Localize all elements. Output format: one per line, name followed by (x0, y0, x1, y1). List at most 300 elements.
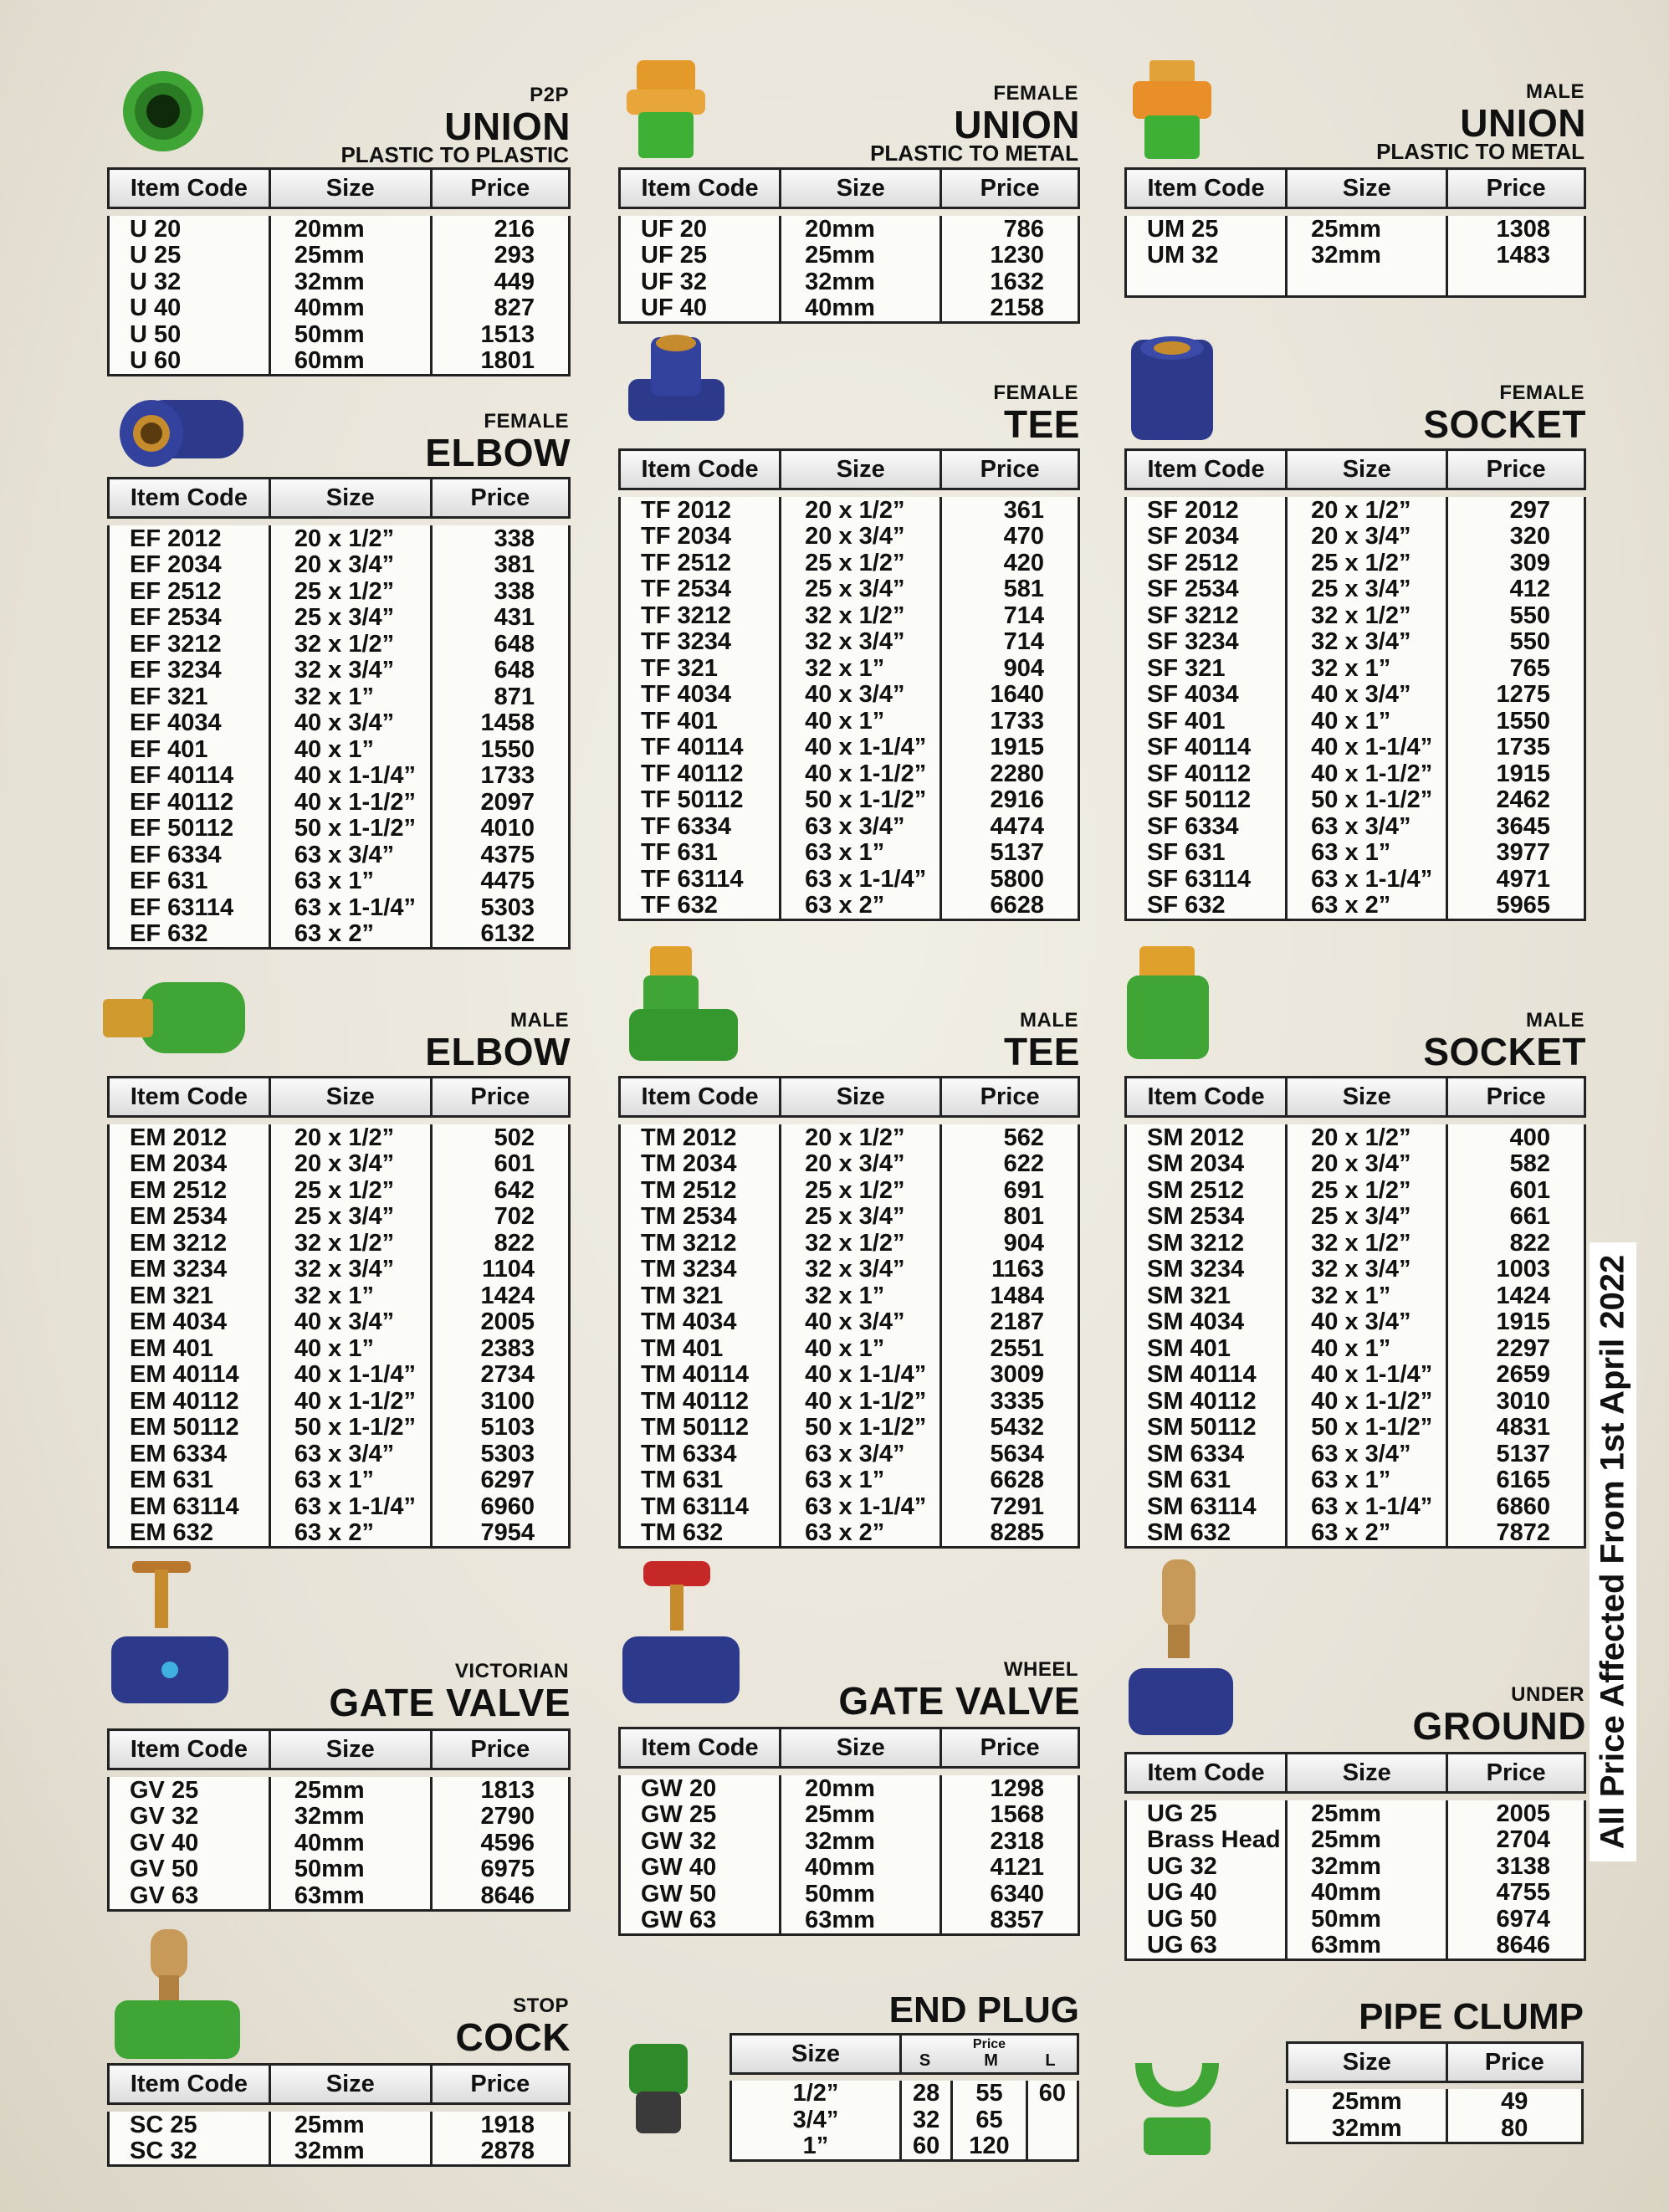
size-cell: 25 x 1/2” (781, 1177, 941, 1204)
size-cell: 32 x 1/2” (1287, 602, 1447, 629)
price-cell: 6165 (1447, 1467, 1585, 1494)
item-code-cell: GV 40 (109, 1830, 270, 1856)
item-code-cell: SM 632 (1126, 1520, 1287, 1548)
price-cell: 8646 (431, 1882, 569, 1910)
section-male-elbow (107, 992, 571, 1547)
size-cell: 63 x 1-1/4” (781, 866, 941, 893)
pipe-clamp-image (1119, 2046, 1236, 2163)
section-title: UNION (954, 103, 1080, 146)
item-code-header: Item Code (620, 169, 781, 208)
price-cell: 1308 (1447, 216, 1585, 243)
price-cell: 4475 (431, 868, 569, 895)
price-header: Price (431, 479, 569, 518)
section-title: COCK (455, 2015, 571, 2059)
item-code-cell: SM 40112 (1126, 1388, 1287, 1415)
item-code-cell: UG 63 (1126, 1933, 1287, 1960)
size-cell: 40 x 1” (1287, 1335, 1447, 1362)
price-cell: 2383 (431, 1335, 569, 1362)
table-row (109, 736, 570, 763)
item-code-cell: EF 3234 (109, 658, 270, 684)
price-cell: 1275 (1447, 682, 1585, 709)
table-row (620, 1283, 1079, 1309)
size-cell: 63 x 3/4” (781, 813, 941, 840)
item-code-cell: EF 40114 (109, 763, 270, 790)
size-cell: 25 x 3/4” (781, 1204, 941, 1231)
size-cell: 63 x 1” (269, 868, 431, 895)
table-row (1126, 1204, 1585, 1231)
price-cell: 1640 (941, 682, 1079, 709)
price-cell: 648 (431, 631, 569, 658)
size-cell: 50 x 1-1/2” (1287, 787, 1447, 814)
section-subtype: MALE (510, 1009, 569, 1032)
size-cell: 32 x 3/4” (269, 1257, 431, 1283)
item-code-cell: EF 40112 (109, 789, 270, 816)
price-cell: 582 (1447, 1151, 1585, 1178)
table-row (109, 605, 570, 632)
item-code-cell: TF 2512 (620, 550, 781, 576)
table-row (620, 576, 1079, 603)
price-cell: 2551 (941, 1335, 1079, 1362)
table-row (620, 1388, 1079, 1415)
price-header: Price (941, 450, 1079, 489)
item-code-header: Item Code (620, 450, 781, 489)
price-table (1124, 1076, 1586, 1549)
item-code-cell: SF 6334 (1126, 813, 1287, 840)
table-row (620, 893, 1079, 920)
price-cell: 8357 (941, 1907, 1079, 1935)
size-cell: 1” (731, 2133, 901, 2161)
size-cell: 63 x 1” (781, 840, 941, 867)
item-code-cell: SM 2012 (1126, 1124, 1287, 1151)
size-cell: 50mm (269, 321, 431, 348)
price-cell: 702 (431, 1204, 569, 1231)
size-cell: 63 x 2” (781, 1520, 941, 1548)
size-cell: 32 x 3/4” (269, 658, 431, 684)
table-row (620, 1177, 1079, 1204)
size-cell: 63 x 2” (1287, 1520, 1447, 1548)
size-cell: 40mm (269, 1830, 431, 1856)
price-cell: 2659 (1447, 1362, 1585, 1389)
item-code-header: Item Code (620, 1078, 781, 1117)
item-code-cell: EM 4034 (109, 1309, 270, 1336)
price-cell: 562 (941, 1124, 1079, 1151)
size-header: Size (1287, 1078, 1447, 1117)
price-cell: 431 (431, 605, 569, 632)
price-cell: 4010 (431, 816, 569, 842)
size-cell: 32 x 1” (1287, 655, 1447, 682)
price-cell: 6297 (431, 1467, 569, 1494)
table-row (1126, 269, 1585, 296)
price-table (618, 167, 1080, 324)
item-code-cell: SM 2534 (1126, 1204, 1287, 1231)
price-cell: 4474 (941, 813, 1079, 840)
table-row (109, 269, 570, 295)
size-cell: 40 x 1” (269, 736, 431, 763)
section-subtype: MALE (1020, 1009, 1078, 1032)
price-cell: 5634 (941, 1441, 1079, 1467)
table-row (620, 1124, 1079, 1151)
price-cell: 2790 (431, 1804, 569, 1831)
price-table (1124, 448, 1586, 921)
table-row (1126, 216, 1585, 243)
price-cell: 6340 (941, 1881, 1079, 1907)
size-header: Size (1287, 450, 1447, 489)
size-cell (1287, 269, 1447, 296)
size-header: Size (269, 2065, 431, 2104)
table-row (620, 1151, 1079, 1178)
size-cell: 40 x 1-1/2” (781, 760, 941, 787)
price-cell: 2297 (1447, 1335, 1585, 1362)
size-cell: 20 x 3/4” (781, 524, 941, 550)
item-code-cell: TF 632 (620, 893, 781, 920)
size-cell: 32mm (269, 269, 431, 295)
table-row (620, 1467, 1079, 1494)
price-header: Price (1447, 1078, 1585, 1117)
size-cell: 32mm (1287, 243, 1447, 269)
size-cell: 50 x 1-1/2” (269, 816, 431, 842)
price-table (618, 1727, 1080, 1936)
price-cell: 6628 (941, 1467, 1079, 1494)
size-cell: 63 x 3/4” (269, 842, 431, 868)
size-cell: 32 x 1/2” (269, 1230, 431, 1257)
size-header: Size (781, 1728, 941, 1768)
item-code-cell: EM 2512 (109, 1177, 270, 1204)
table-row (620, 760, 1079, 787)
item-code-cell: EF 3212 (109, 631, 270, 658)
size-cell: 50 x 1-1/2” (781, 1415, 941, 1441)
item-code-cell: UG 50 (1126, 1906, 1287, 1933)
size-cell: 50 x 1-1/2” (269, 1415, 431, 1441)
size-header: Size (1288, 2043, 1447, 2082)
size-cell: 60mm (269, 348, 431, 376)
table-row (1126, 1467, 1585, 1494)
table-row (1126, 760, 1585, 787)
price-cell: 871 (431, 684, 569, 710)
price-cell: 216 (431, 216, 569, 243)
price-cell: 1568 (941, 1802, 1079, 1829)
item-code-cell: TF 40114 (620, 735, 781, 761)
price-cell: 3010 (1447, 1388, 1585, 1415)
price-header: Price (1447, 169, 1585, 208)
table-row (620, 787, 1079, 814)
table-row (109, 1335, 570, 1362)
table-row (620, 524, 1079, 550)
table-row (1126, 1230, 1585, 1257)
size-cell: 25 x 1/2” (781, 550, 941, 576)
price-cell: 1424 (1447, 1283, 1585, 1309)
price-cell: 8646 (1447, 1933, 1585, 1960)
item-code-cell: SF 2034 (1126, 524, 1287, 550)
table-row (109, 1493, 570, 1520)
price-cell: 420 (941, 550, 1079, 576)
table-row (1126, 1124, 1585, 1151)
item-code-cell: TF 321 (620, 655, 781, 682)
table-row (109, 868, 570, 895)
size-m-header: M (984, 2051, 998, 2070)
size-cell: 63 x 3/4” (781, 1441, 941, 1467)
item-code-cell: TM 3234 (620, 1257, 781, 1283)
price-cell: 1733 (941, 708, 1079, 735)
price-cell: 3100 (431, 1388, 569, 1415)
size-cell: 32 x 1/2” (781, 1230, 941, 1257)
table-row (620, 1230, 1079, 1257)
table-row (109, 1777, 570, 1804)
price-cell: 2005 (431, 1309, 569, 1336)
item-code-cell: TF 401 (620, 708, 781, 735)
price-cell: 601 (431, 1151, 569, 1178)
section-male-tee (618, 992, 1080, 1547)
table-row (109, 631, 570, 658)
size-cell: 20 x 3/4” (269, 552, 431, 579)
price-cell: 3645 (1447, 813, 1585, 840)
size-cell: 63 x 2” (1287, 893, 1447, 920)
item-code-cell: TF 3212 (620, 602, 781, 629)
size-cell: 32 x 1” (781, 1283, 941, 1309)
section-male-socket (1124, 992, 1586, 1547)
table-row (1126, 1441, 1585, 1467)
table-row (620, 1775, 1079, 1802)
price-cell: 7872 (1447, 1520, 1585, 1548)
section-female-tee (618, 365, 1080, 919)
item-code-cell: SF 40114 (1126, 735, 1287, 761)
table-row (109, 1520, 570, 1548)
price-cell: 1298 (941, 1775, 1079, 1802)
size-cell: 32 x 3/4” (781, 629, 941, 656)
table-row (109, 816, 570, 842)
size-cell: 32mm (781, 1828, 941, 1855)
item-code-header: Item Code (1126, 1078, 1287, 1117)
item-code-cell: SM 2034 (1126, 1151, 1287, 1178)
table-row (109, 1309, 570, 1336)
table-row (109, 842, 570, 868)
section-subtype: FEMALE (993, 82, 1078, 105)
table-row (109, 1415, 570, 1441)
price-cell: 1915 (941, 735, 1079, 761)
size-cell: 63 x 1-1/4” (781, 1493, 941, 1520)
section-subtype: FEMALE (993, 381, 1078, 404)
section-subtype: WHEEL (1003, 1658, 1078, 1681)
price-cell: 5137 (1447, 1441, 1585, 1467)
item-code-cell: SF 401 (1126, 708, 1287, 735)
item-code-header: Item Code (1126, 450, 1287, 489)
table-row (109, 763, 570, 790)
price-cell: 6960 (431, 1493, 569, 1520)
size-header: Size (1287, 169, 1447, 208)
table-row (1126, 602, 1585, 629)
price-cell: 1483 (1447, 243, 1585, 269)
table-row (731, 2107, 1078, 2133)
price-cell: 714 (941, 602, 1079, 629)
price-header: Price (941, 1078, 1079, 1117)
price-cell: 381 (431, 552, 569, 579)
item-code-cell: TF 50112 (620, 787, 781, 814)
size-cell: 25mm (269, 243, 431, 269)
price-cell: 470 (941, 524, 1079, 550)
price-cell: 550 (1447, 602, 1585, 629)
section-title: TEE (1004, 402, 1080, 446)
item-code-cell: GV 50 (109, 1856, 270, 1883)
size-cell: 40 x 1-1/2” (1287, 1388, 1447, 1415)
item-code-cell: EM 631 (109, 1467, 270, 1494)
table-row (620, 1520, 1079, 1548)
price-header: Price (1446, 2043, 1582, 2082)
price-table (618, 448, 1080, 921)
price-header: Price (1447, 1754, 1585, 1793)
price-cell: 2097 (431, 789, 569, 816)
price-cell: 6860 (1447, 1493, 1585, 1520)
section-wheel-gate-valve (618, 1643, 1080, 1934)
price-header: Price (941, 1728, 1079, 1768)
price-cell: 1915 (1447, 760, 1585, 787)
table-row (109, 1362, 570, 1389)
table-row (109, 1388, 570, 1415)
price-cell: 904 (941, 655, 1079, 682)
item-code-cell: U 50 (109, 321, 270, 348)
item-code-header: Item Code (109, 1078, 270, 1117)
price-cell: 1733 (431, 763, 569, 790)
price-m-cell: 120 (952, 2133, 1026, 2161)
price-cell: 400 (1447, 1124, 1585, 1151)
item-code-cell: SF 2534 (1126, 576, 1287, 603)
section-title: ELBOW (425, 1030, 571, 1073)
price-cell: 904 (941, 1230, 1079, 1257)
table-row (109, 321, 570, 348)
section-under-ground (1124, 1668, 1586, 1959)
size-cell: 20mm (269, 216, 431, 243)
price-cell: 338 (431, 525, 569, 552)
size-cell: 40 x 3/4” (269, 710, 431, 737)
item-code-cell: TF 6334 (620, 813, 781, 840)
size-cell: 25mm (781, 1802, 941, 1829)
item-code-cell: TM 40112 (620, 1388, 781, 1415)
item-code-cell: EF 2012 (109, 525, 270, 552)
table-row (1126, 787, 1585, 814)
item-code-cell: U 32 (109, 269, 270, 295)
section-subtype: VICTORIAN (454, 1660, 569, 1682)
size-cell: 25mm (1288, 2089, 1447, 2116)
price-cell: 1735 (1447, 735, 1585, 761)
table-row (109, 894, 570, 921)
price-cell: 1632 (941, 269, 1079, 295)
size-cell: 50mm (269, 1856, 431, 1883)
item-code-cell: SF 2012 (1126, 497, 1287, 524)
price-l-cell (1026, 2133, 1078, 2161)
size-cell: 40 x 1” (781, 708, 941, 735)
item-code-cell: SC 32 (109, 2138, 270, 2166)
table-row (731, 2081, 1078, 2107)
section-title: GATE VALVE (838, 1679, 1080, 1723)
size-cell: 40 x 1” (269, 1335, 431, 1362)
price-cell: 49 (1446, 2089, 1582, 2116)
item-code-header: Item Code (1126, 1754, 1287, 1793)
section-subtitle: PLASTIC TO METAL (1376, 139, 1585, 164)
price-cell: 714 (941, 629, 1079, 656)
size-cell: 25mm (269, 1777, 431, 1804)
table-row (620, 1907, 1079, 1935)
size-header: Size (1287, 1754, 1447, 1793)
size-cell: 40 x 1-1/4” (781, 1362, 941, 1389)
item-code-cell: EF 632 (109, 921, 270, 949)
section-subtitle: PLASTIC TO PLASTIC (340, 142, 569, 167)
size-cell: 20 x 3/4” (781, 1151, 941, 1178)
item-code-cell: SF 40112 (1126, 760, 1287, 787)
size-cell: 25 x 3/4” (781, 576, 941, 603)
item-code-cell: TM 2512 (620, 1177, 781, 1204)
item-code-cell: GV 63 (109, 1882, 270, 1910)
price-cell: 297 (1447, 497, 1585, 524)
price-cell: 502 (431, 1124, 569, 1151)
price-l-cell (1026, 2107, 1078, 2133)
price-cell: 1801 (431, 348, 569, 376)
price-cell: 3009 (941, 1362, 1079, 1389)
item-code-cell: EF 401 (109, 736, 270, 763)
size-cell: 50mm (1287, 1906, 1447, 1933)
table-row (1126, 1880, 1585, 1907)
table-row (109, 1124, 570, 1151)
price-cell: 309 (1447, 550, 1585, 576)
size-cell: 25 x 3/4” (269, 605, 431, 632)
table-row (1126, 1362, 1585, 1389)
size-cell: 63 x 2” (269, 1520, 431, 1548)
item-code-cell: EM 3212 (109, 1230, 270, 1257)
size-cell: 40 x 1” (1287, 708, 1447, 735)
size-cell: 25 x 1/2” (1287, 550, 1447, 576)
size-cell: 63mm (781, 1907, 941, 1935)
item-code-cell: GV 25 (109, 1777, 270, 1804)
item-code-cell: UF 40 (620, 295, 781, 323)
table-row (109, 789, 570, 816)
section-victorian-gate-valve (107, 1645, 571, 1909)
size-cell: 63 x 2” (269, 921, 431, 949)
price-s-cell: 60 (901, 2133, 952, 2161)
item-code-cell: SF 4034 (1126, 682, 1287, 709)
item-code-cell: SM 40114 (1126, 1362, 1287, 1389)
size-cell: 32 x 1/2” (781, 602, 941, 629)
size-cell: 25mm (781, 243, 941, 269)
section-subtitle: PLASTIC TO METAL (870, 141, 1078, 166)
price-cell: 786 (941, 216, 1079, 243)
item-code-cell: SC 25 (109, 2112, 270, 2138)
table-row (1126, 1827, 1585, 1854)
size-cell: 20 x 3/4” (1287, 524, 1447, 550)
size-cell: 40 x 3/4” (1287, 1309, 1447, 1336)
table-row (620, 1441, 1079, 1467)
size-cell: 25mm (269, 2112, 431, 2138)
size-cell: 63 x 1-1/4” (1287, 1493, 1447, 1520)
item-code-cell: SF 50112 (1126, 787, 1287, 814)
table-row (109, 1177, 570, 1204)
price-cell (1447, 269, 1585, 296)
price-cell: 550 (1447, 629, 1585, 656)
size-cell: 40 x 1-1/4” (269, 763, 431, 790)
table-row (109, 1441, 570, 1467)
size-cell: 63 x 1-1/4” (1287, 866, 1447, 893)
size-cell: 20 x 1/2” (781, 497, 941, 524)
price-cell: 1104 (431, 1257, 569, 1283)
price-cell: 2734 (431, 1362, 569, 1389)
price-cell: 1484 (941, 1283, 1079, 1309)
item-code-cell: EM 6334 (109, 1441, 270, 1467)
item-code-cell: TM 4034 (620, 1309, 781, 1336)
size-cell: 40 x 1-1/2” (269, 789, 431, 816)
item-code-cell: TM 2034 (620, 1151, 781, 1178)
table-row (109, 658, 570, 684)
price-table (107, 167, 571, 376)
table-row (109, 1283, 570, 1309)
item-code-cell: SF 3234 (1126, 629, 1287, 656)
price-table (107, 1728, 571, 1912)
table-row (620, 295, 1079, 323)
